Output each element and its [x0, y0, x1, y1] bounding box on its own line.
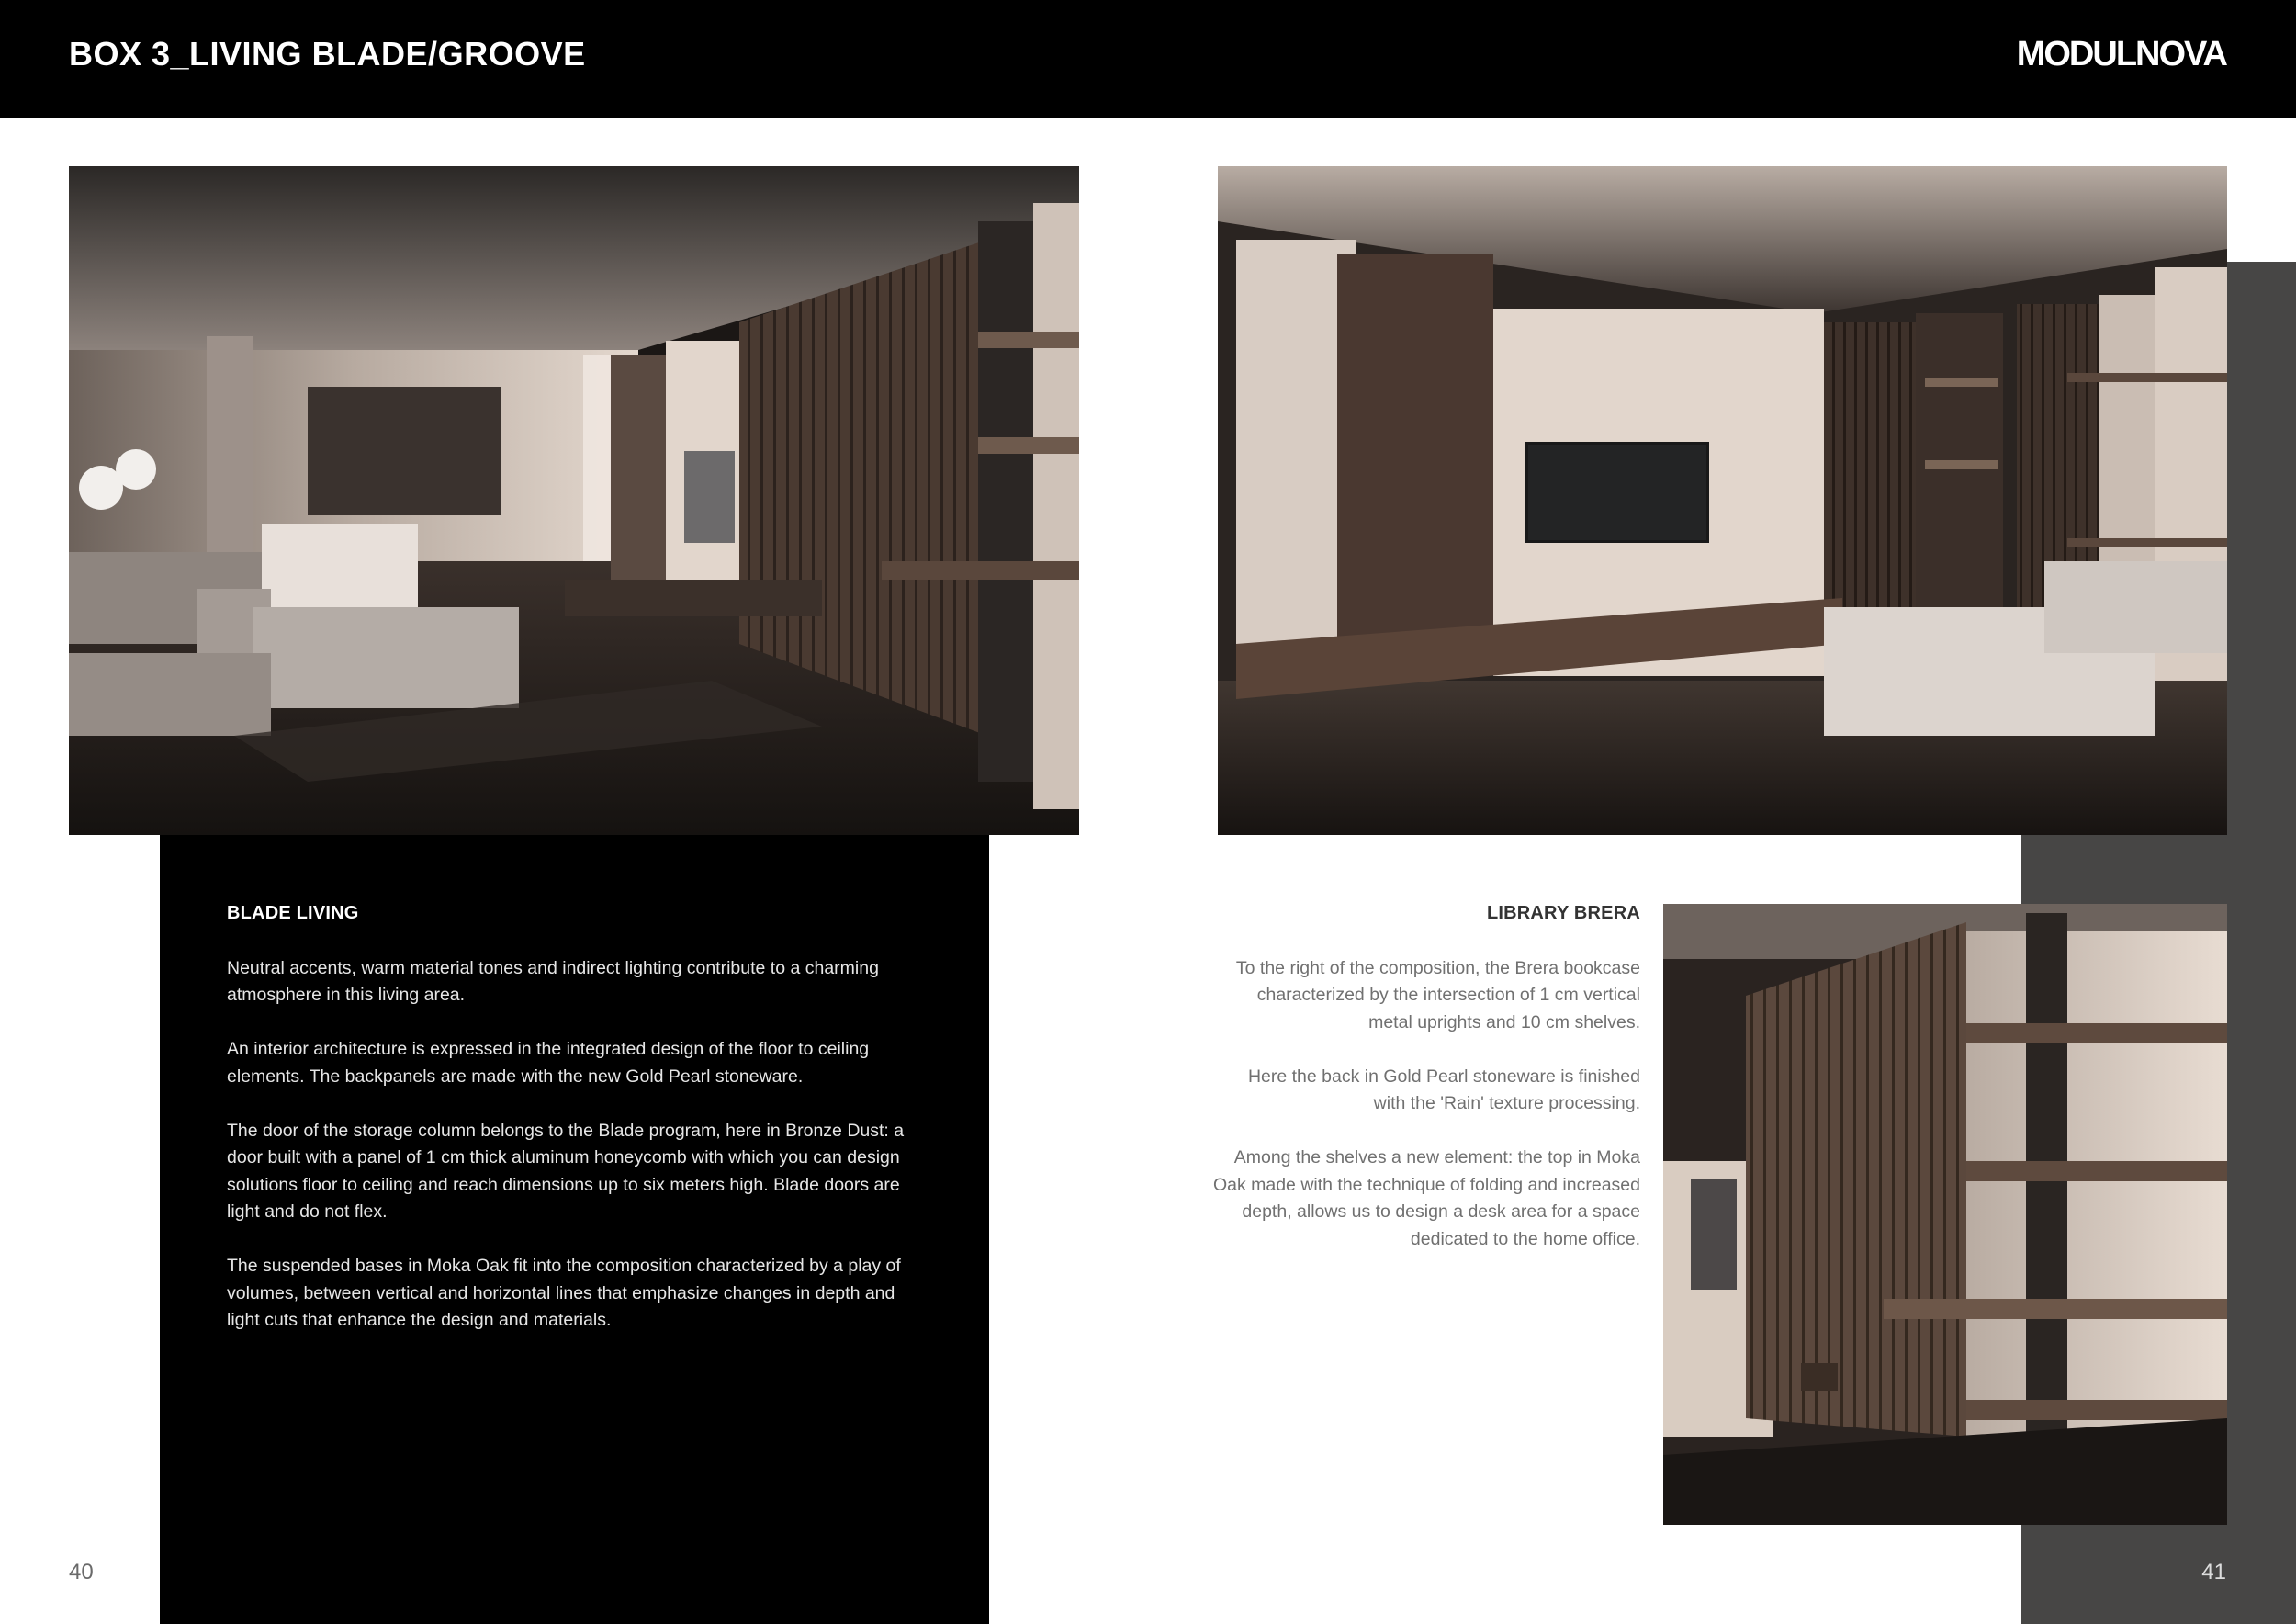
blade-paragraph: The suspended bases in Moka Oak fit into the composition characterized by a play of volumes, between vertical and horizontal lines that emphasize changes in depth and light cuts that enhance the design and materials.: [227, 1256, 901, 1330]
library-paragraph: Among the shelves a new element: the top in Moka Oak made with the technique of folding and increased depth, allows us to design a desk area for a space dedicated to the home office.: [1212, 1147, 1640, 1249]
blade-living-section: [227, 900, 925, 1361]
blade-paragraph: The door of the storage column belongs to the Blade program, here in Bronze Dust: a door built with a panel of 1 cm thick aluminum honeycomb with which you can design solutions floor to ceiling and reach dimensions up to six meters high. Blade doors are light and do not flex.: [227, 1120, 905, 1222]
library-paragraph: Here the back in Gold Pearl stoneware is finished with the 'Rain' texture processing.: [1247, 1066, 1640, 1113]
page-number-left: 40: [69, 1560, 94, 1585]
blade-living-room-photo: [69, 166, 1079, 835]
library-paragraph: To the right of the composition, the Brera bookcase characterized by the intersection of 1 cm vertical metal uprights and 10 cm shelves.: [1235, 957, 1640, 1032]
header-bar: [0, 0, 2296, 118]
blade-paragraph: Neutral accents, warm material tones and indirect lighting contribute to a charming atmosphere in this living area.: [227, 957, 879, 1005]
library-brera-section: [1212, 900, 1640, 1280]
library-brera-heading: LIBRARY BRERA: [1486, 903, 1640, 923]
blade-living-heading: BLADE LIVING: [227, 903, 359, 923]
blade-paragraph: An interior architecture is expressed in the integrated design of the floor to ceiling elements. The backpanels are made with the new Gold Pearl stoneware.: [227, 1039, 870, 1087]
document-title: BOX 3_LIVING BLADE/GROOVE: [69, 35, 586, 73]
page-number-right: 41: [2201, 1560, 2226, 1585]
library-brera-detail-photo: [1663, 904, 2227, 1525]
tv-wall-living-photo: [1218, 166, 2227, 835]
brand-logo: MODULNOVA: [2016, 35, 2226, 73]
